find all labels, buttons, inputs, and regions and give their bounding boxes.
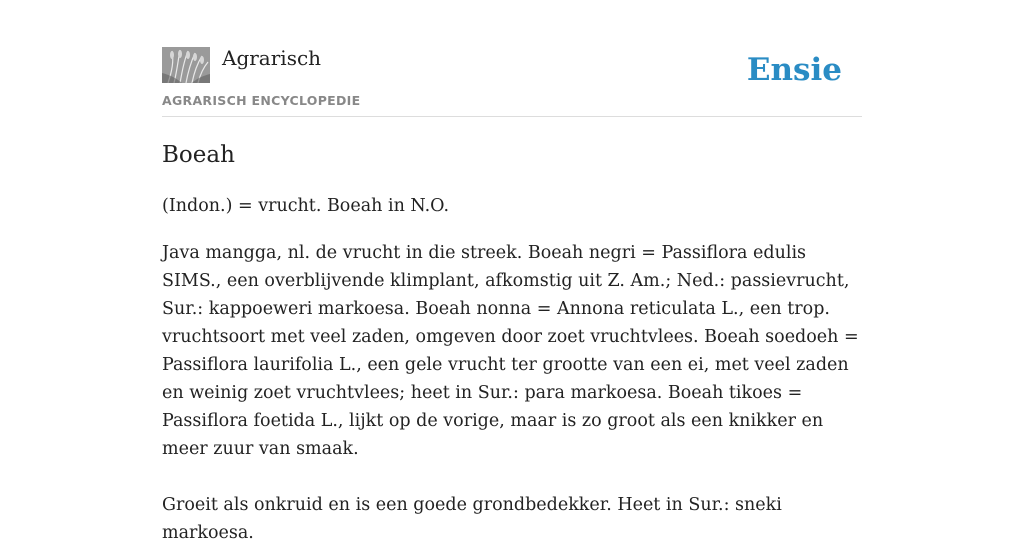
- article-paragraph: Groeit als onkruid en is een goede grondbedekker. Heet in Sur.: sneki markoesa.: [162, 495, 782, 543]
- article-paragraph: (Indon.) = vrucht. Boeah in N.O.: [162, 196, 450, 216]
- article-body: [162, 192, 862, 547]
- article-title: Boeah: [162, 142, 235, 168]
- source-avatar[interactable]: [162, 47, 210, 83]
- header: [162, 44, 862, 117]
- article-paragraph: Java mangga, nl. de vrucht in die streek. Boeah negri = Passiflora edulis SIMS., een overblijvende klimplant, afkomstig uit Z. Am.; Ned.: passievrucht, Sur.: kappoeweri markoesa. Boeah nonna = Annona reticulata L., een trop. vruchtsoort met veel zaden, omgeven door zoet vruchtvlees. Boeah soedoeh = Passiflora laurifolia L., een gele vrucht ter grootte van een ei, met veel zaden en weinig zoet vruchtvlees; heet in Sur.: para markoesa. Boeah tikoes = Passiflora foetida L., lijkt op de vorige, maar is zo groot als een knikker en meer zuur van smaak.: [162, 243, 859, 459]
- source-subtitle: AGRARISCH ENCYCLOPEDIE: [162, 93, 361, 108]
- source-name[interactable]: Agrarisch: [222, 46, 322, 70]
- wheat-icon: [162, 47, 210, 83]
- ensie-logo-link[interactable]: Ensie: [746, 52, 842, 88]
